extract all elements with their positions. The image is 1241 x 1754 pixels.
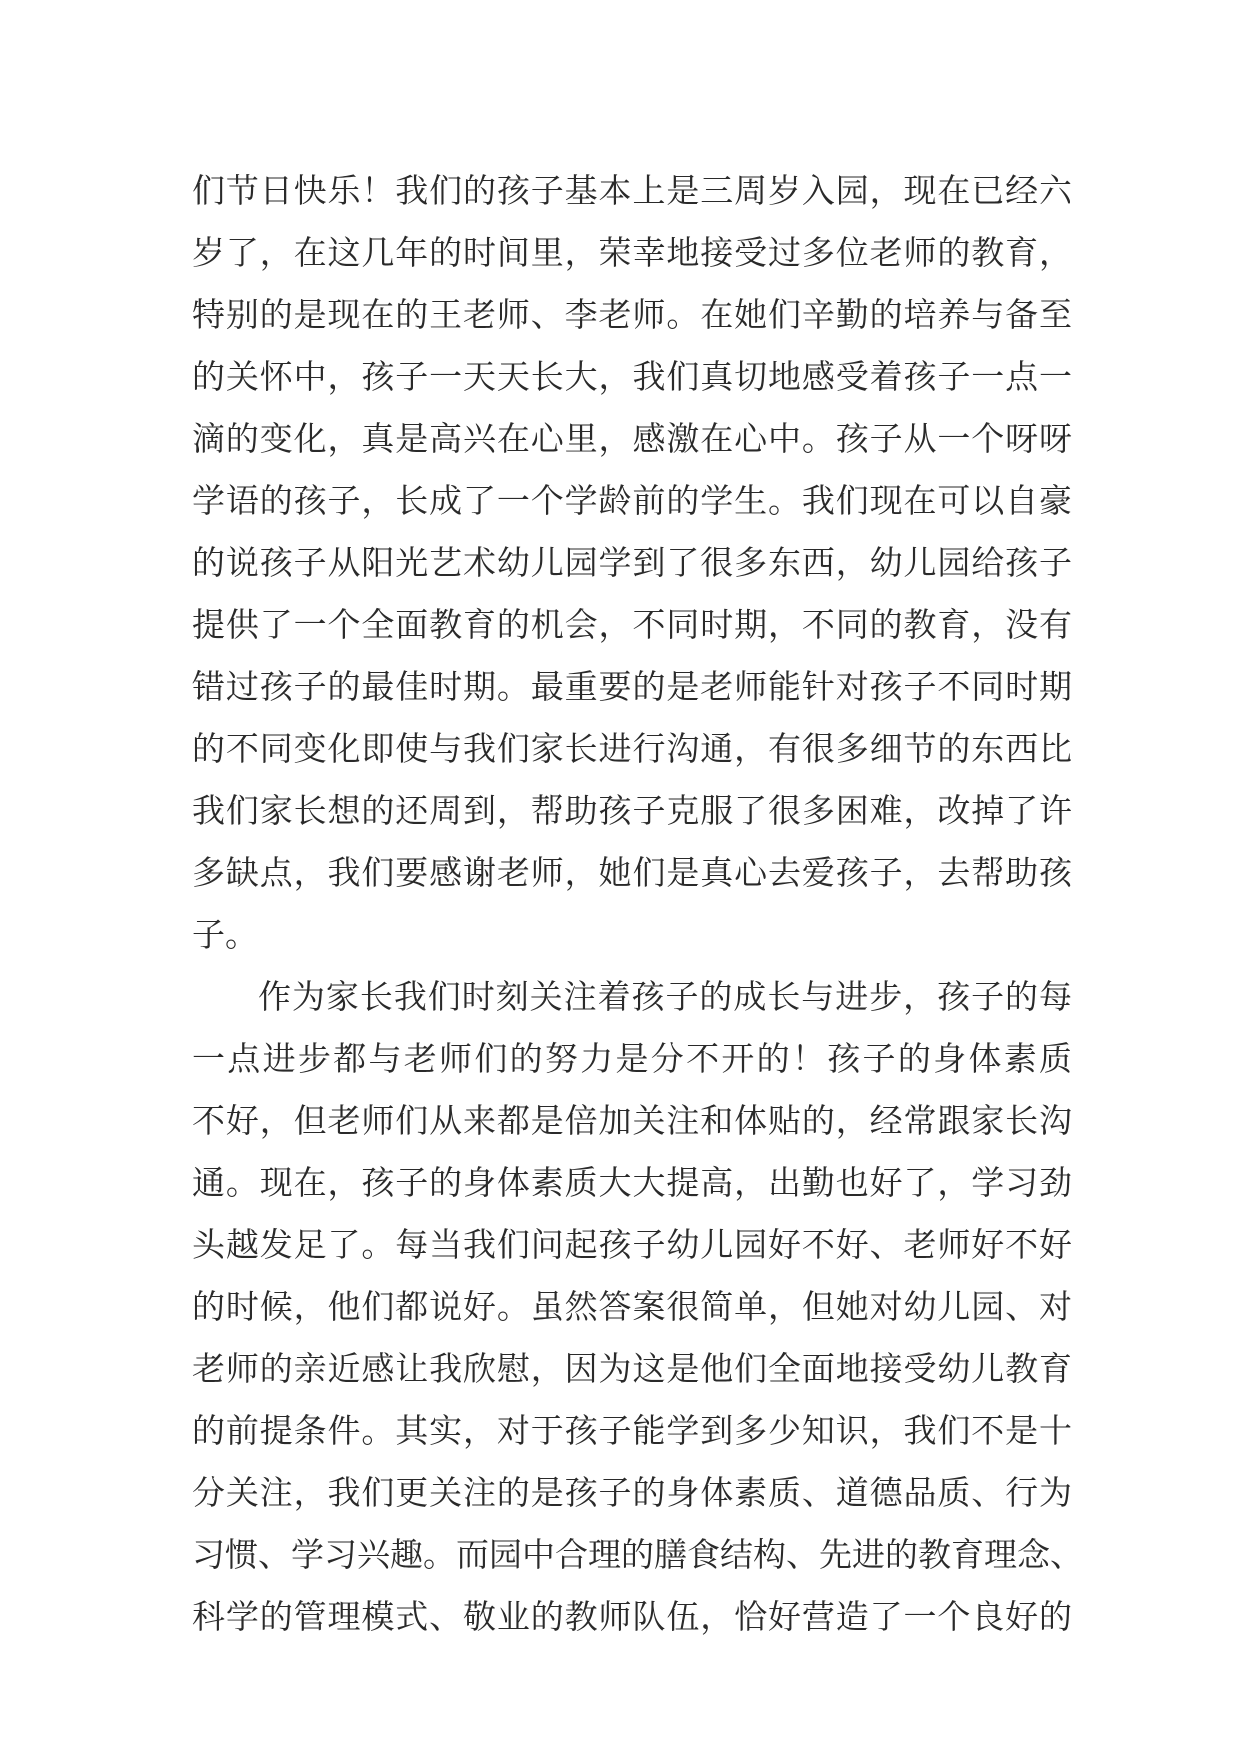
text-line: 老师的亲近感让我欣慰，因为这是他们全面地接受幼儿教育 (192, 1349, 1072, 1388)
text-line: 滴的变化，真是高兴在心里，感激在心中。孩子从一个呀呀 (192, 419, 1072, 458)
text-line: 的不同变化即使与我们家长进行沟通，有很多细节的东西比 (192, 729, 1072, 768)
text-line: 特别的是现在的王老师、李老师。在她们辛勤的培养与备至 (192, 295, 1072, 334)
text-line: 的前提条件。其实，对于孩子能学到多少知识，我们不是十 (192, 1411, 1072, 1450)
text-line: 学语的孩子，长成了一个学龄前的学生。我们现在可以自豪 (192, 481, 1072, 520)
text-line: 岁了，在这几年的时间里，荣幸地接受过多位老师的教育， (192, 233, 1072, 272)
text-line: 子。 (192, 915, 258, 954)
body-text (192, 160, 1083, 1648)
text-line: 的关怀中，孩子一天天长大，我们真切地感受着孩子一点一 (192, 357, 1072, 396)
text-line: 作为家长我们时刻关注着孩子的成长与进步，孩子的每 (258, 977, 1072, 1016)
text-line: 头越发足了。每当我们问起孩子幼儿园好不好、老师好不好 (192, 1225, 1072, 1264)
text-line: 不好，但老师们从来都是倍加关注和体贴的，经常跟家长沟 (192, 1101, 1072, 1140)
text-line: 的时候，他们都说好。虽然答案很简单，但她对幼儿园、对 (192, 1287, 1072, 1326)
text-line: 习惯、学习兴趣。而园中合理的膳食结构、先进的教育理念、 (192, 1535, 1083, 1574)
text-line: 的说孩子从阳光艺术幼儿园学到了很多东西，幼儿园给孩子 (192, 543, 1072, 582)
text-line: 我们家长想的还周到，帮助孩子克服了很多困难，改掉了许 (192, 791, 1072, 830)
text-line: 一点进步都与老师们的努力是分不开的！孩子的身体素质 (192, 1039, 1072, 1078)
text-line: 多缺点，我们要感谢老师，她们是真心去爱孩子，去帮助孩 (192, 853, 1072, 892)
text-line: 提供了一个全面教育的机会，不同时期，不同的教育，没有 (192, 605, 1072, 644)
paragraph-2 (192, 966, 1083, 1648)
paragraph-1 (192, 160, 1072, 966)
text-line: 通。现在，孩子的身体素质大大提高，出勤也好了，学习劲 (192, 1163, 1072, 1202)
text-line: 科学的管理模式、敬业的教师队伍，恰好营造了一个良好的 (192, 1597, 1072, 1636)
text-line: 们节日快乐！我们的孩子基本上是三周岁入园，现在已经六 (192, 171, 1072, 210)
text-line: 错过孩子的最佳时期。最重要的是老师能针对孩子不同时期 (192, 667, 1072, 706)
text-line: 分关注，我们更关注的是孩子的身体素质、道德品质、行为 (192, 1473, 1072, 1512)
